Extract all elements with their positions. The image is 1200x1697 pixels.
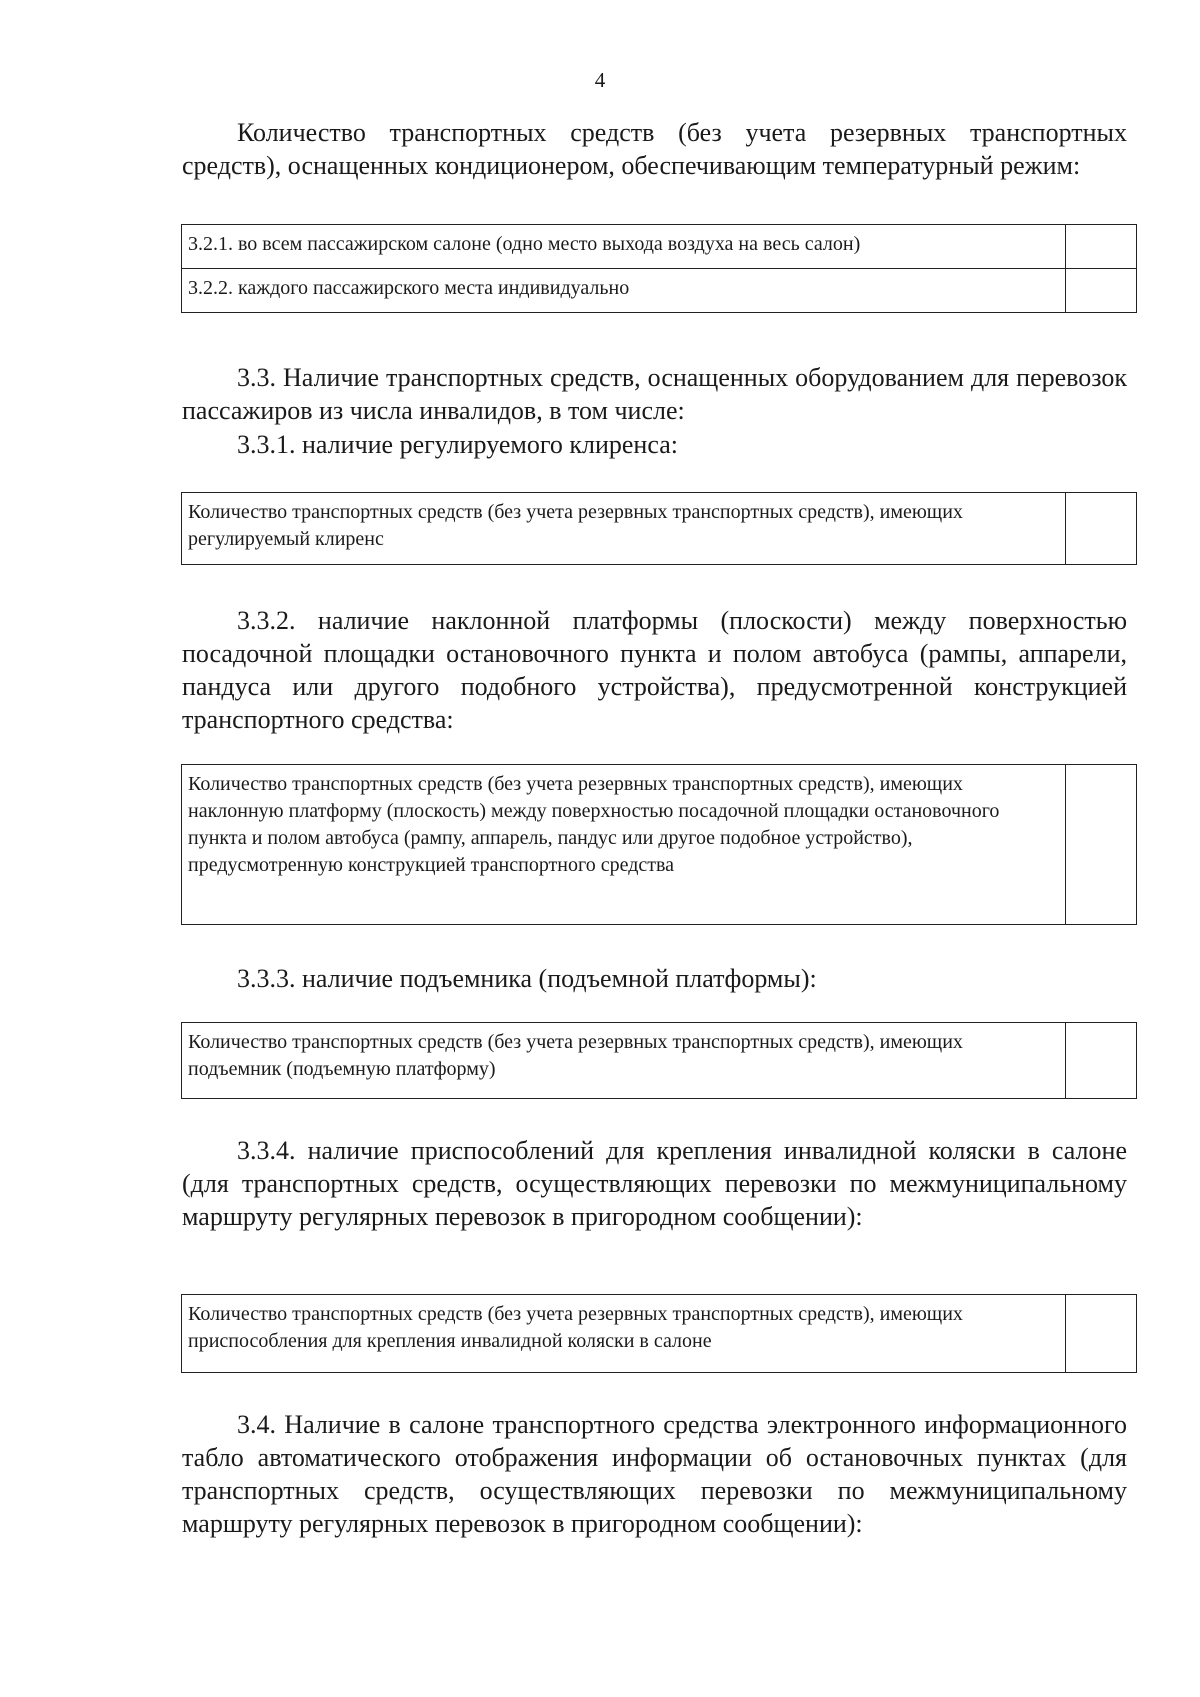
row-label-3-3-3: Количество транспортных средств (без учета резервных транспортных средств), имеющих подъемник (подъемную платформу) [182,1023,1066,1099]
table-3-2 [181,224,1137,313]
row-label-3-2-2: 3.2.2. каждого пассажирского места индивидуально [182,269,1066,313]
table-row [182,225,1137,269]
table-row [182,493,1137,565]
page-number: 4 [594,68,606,92]
heading-3-3-4: 3.3.4. наличие приспособлений для крепления инвалидной коляски в салоне (для транспортных средств, осуществляющих перевозки по межмуниципальному маршруту регулярных перевозок в пригородном сообщении): [182,1136,1127,1231]
row-label-3-2-1: 3.2.1. во всем пассажирском салоне (одно место выхода воздуха на весь салон) [182,225,1066,269]
table-3-3-3 [181,1022,1137,1099]
table-3-3-2 [181,764,1137,925]
table-3-3-1 [181,492,1137,565]
value-cell-3-3-1[interactable] [1066,493,1137,565]
value-cell-3-3-2[interactable] [1066,765,1137,925]
heading-3-3-2: 3.3.2. наличие наклонной платформы (плоскости) между поверхностью посадочной площадки остановочного пункта и полом автобуса (рампы, аппарели, пандуса или другого подобного устройства), предусмотренной конструкцией транспортного средства: [182,606,1127,734]
heading-3-3-3: 3.3.3. наличие подъемника (подъемной платформы): [237,964,817,993]
value-cell-3-2-2[interactable] [1066,269,1137,313]
row-label-3-3-4: Количество транспортных средств (без учета резервных транспортных средств), имеющих приспособления для крепления инвалидной коляски в салоне [182,1295,1066,1373]
table-row [182,1023,1137,1099]
value-cell-3-2-1[interactable] [1066,225,1137,269]
table-3-3-4 [181,1294,1137,1373]
value-cell-3-3-3[interactable] [1066,1023,1137,1099]
table-row [182,269,1137,313]
row-label-3-3-1: Количество транспортных средств (без учета резервных транспортных средств), имеющих регулируемый клиренс [182,493,1066,565]
section-3-4-text: 3.4. Наличие в салоне транспортного средства электронного информационного табло автоматического отображения информации об остановочных пунктах (для транспортных средств, осуществляющих перевозки по межмуниципальному маршруту регулярных перевозок в пригородном сообщении): [182,1410,1127,1538]
section-3-2-intro: Количество транспортных средств (без учета резервных транспортных средств), оснащенных кондиционером, обеспечивающим температурный режим: [182,118,1127,180]
section-3-3-intro: 3.3. Наличие транспортных средств, оснащенных оборудованием для перевозок пассажиров из числа инвалидов, в том числе: [182,363,1127,425]
heading-3-3-1: 3.3.1. наличие регулируемого клиренса: [237,430,678,459]
table-row [182,765,1137,925]
row-label-3-3-2: Количество транспортных средств (без учета резервных транспортных средств), имеющих наклонную платформу (плоскость) между поверхностью посадочной площадки остановочного пункта и полом автобуса (рампу, аппарель, пандус или другое подобное устройство), предусмотренную конструкцией транспортного средства [182,765,1066,925]
table-row [182,1295,1137,1373]
value-cell-3-3-4[interactable] [1066,1295,1137,1373]
